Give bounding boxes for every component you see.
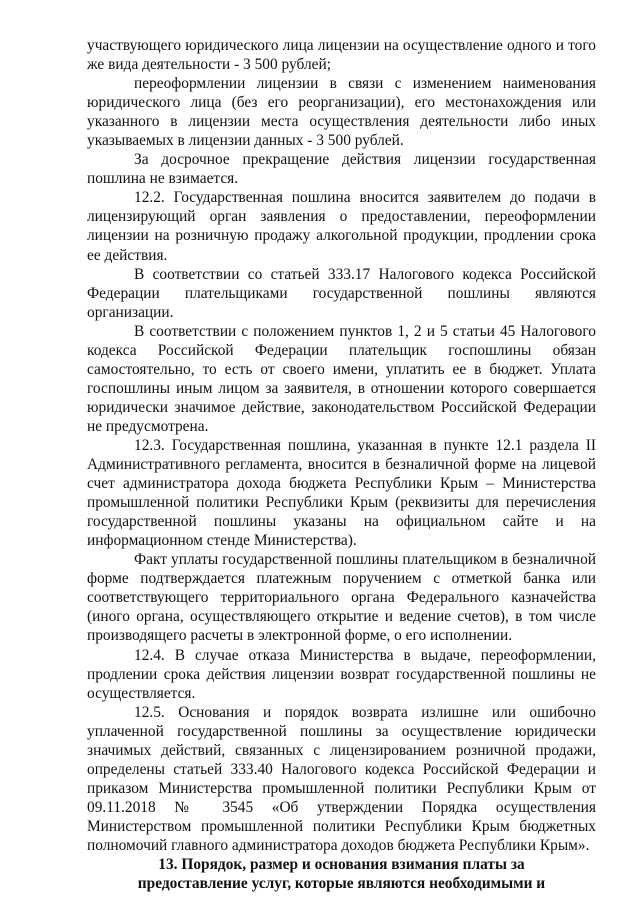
paragraph-article-45: В соответствии с положением пунктов 1, 2 и 5 статьи 45 Налогового кодекса Российской Федерации плательщик госпошлины обязан самостоятельно, то есть от своего имени, уплатить ее в бюджет. Уплата госпошлины иным лицом за заявителя, в отношении которого совершается юридически значимое действие, законодательством Российской Федерации не предусмотрена. <box>87 322 596 435</box>
document-body <box>87 36 596 893</box>
paragraph-license-reissue-fee: переоформлении лицензии в связи с изменением наименования юридического лица (без его реорганизации), его местонахождения или указанного в лицензии места осуществления деятельности либо иных указываемых в лицензии данных - 3 500 рублей. <box>87 75 596 150</box>
paragraph-12-4: 12.4. В случае отказа Министерства в выдаче, переоформлении, продлении срока действия лицензии возврат государственной пошлины не осуществляется. <box>87 646 596 702</box>
paragraph-12-5: 12.5. Основания и порядок возврата излишне или ошибочно уплаченной государственной пошлины за осуществление юридически значимых действий, связанных с лицензированием розничной продажи, определены статьей 333.40 Налогового кодекса Российской Федерации и приказом Министерства промышленной политики Республики Крым от 09.11.2018 № 3545 «Об утверждении Порядка осуществления Министерством промышленной политики Республики Крым бюджетных полномочий главного администратора доходов бюджета Республики Крым». <box>87 703 596 854</box>
paragraph-early-termination: За досрочное прекращение действия лицензии государственная пошлина не взимается. <box>87 151 596 188</box>
paragraph-license-participation-fee: участвующего юридического лица лицензии на осуществление одного и того же вида деятельности - 3 500 рублей; <box>87 37 596 74</box>
paragraph-12-2: 12.2. Государственная пошлина вносится заявителем до подачи в лицензирующий орган заявления о предоставлении, переоформлении лицензии на розничную продажу алкогольной продукции, продлении срока ее действия. <box>87 189 596 264</box>
paragraph-12-3: 12.3. Государственная пошлина, указанная в пункте 12.1 раздела II Административного регламента, вносится в безналичной форме на лицевой счет администратора дохода бюджета Республики Крым – Министерства промышленной политики Республики Крым (реквизиты для перечисления государственной пошлины указаны на официальном сайте и на информационном стенде Министерства). <box>87 436 596 550</box>
section-heading-13: 13. Порядок, размер и основания взимания платы за предоставление услуг, которые являются необходимыми и <box>137 856 546 893</box>
paragraph-article-333-17: В соответствии со статьей 333.17 Налогового кодекса Российской Федерации плательщиками государственной пошлины являются организации. <box>87 265 596 321</box>
paragraph-payment-confirmation: Факт уплаты государственной пошлины плательщиком в безналичной форме подтверждается платежным поручением с отметкой банка или соответствующего территориального органа Федерального казначейства (иного органа, осуществляющего открытие и ведение счетов), в том числе производящего расчеты в электронной форме, о его исполнении. <box>87 551 596 645</box>
